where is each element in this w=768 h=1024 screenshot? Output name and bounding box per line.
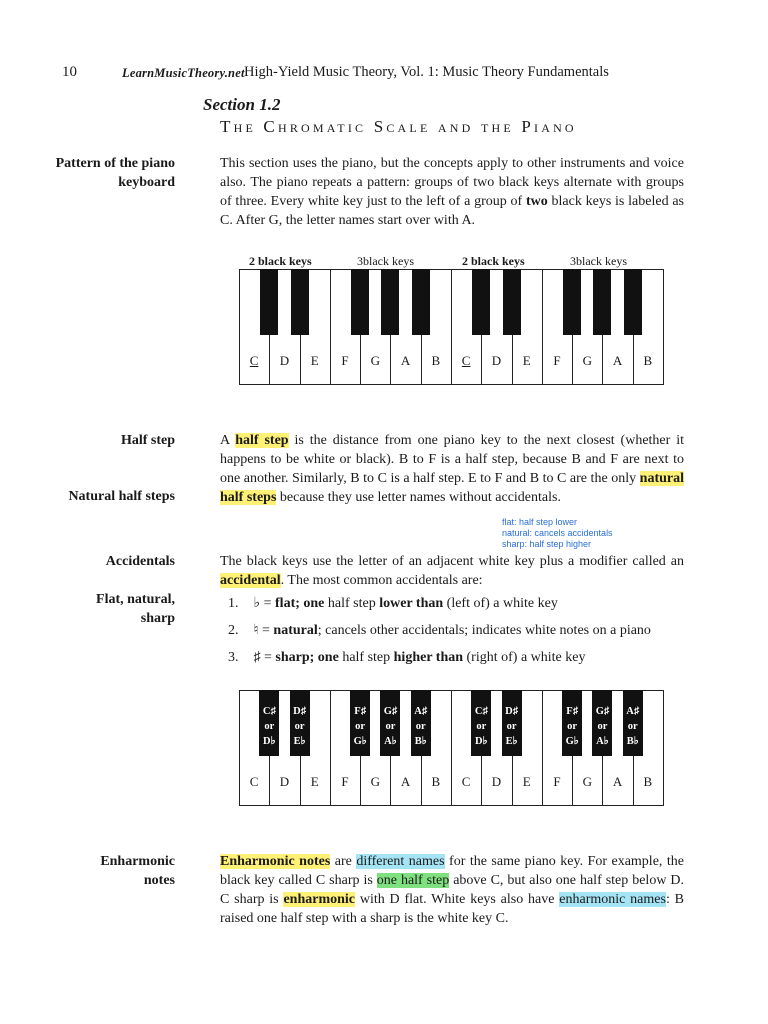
black-key-text: B♭ — [414, 736, 427, 747]
white-key-label: C — [461, 353, 471, 368]
natural-half-steps-term: natural half steps — [220, 471, 684, 505]
list-term: sharp; one — [275, 650, 339, 665]
white-key-label: E — [522, 353, 531, 368]
black-key — [260, 269, 278, 335]
equals-sign: = — [260, 596, 276, 611]
enharmonic-text-b: for the same piano key. For example, the black key called C sharp is — [220, 854, 684, 888]
intro-paragraph — [220, 154, 684, 230]
section-title: The Chromatic Scale and the Piano — [220, 117, 577, 136]
black-key — [412, 269, 430, 335]
black-key-label — [502, 704, 522, 749]
white-key-label: A — [612, 353, 623, 368]
equals-sign: = — [260, 650, 276, 665]
enharmonic-paragraph — [220, 852, 684, 928]
list-text: ; cancels other accidentals; indicates white notes on a piano — [317, 623, 651, 638]
half-step-text-a: A — [220, 433, 236, 448]
white-key-label: F — [341, 774, 349, 789]
white-key-label: F — [553, 353, 561, 368]
white-key-label: F — [553, 774, 561, 789]
book-title: High-Yield Music Theory, Vol. 1: Music Theory Fundamentals — [244, 64, 609, 80]
white-key-label: G — [370, 774, 380, 789]
list-text-rest: (right of) a white key — [463, 650, 586, 665]
one-half-step-term: one half step — [376, 873, 450, 888]
black-key-text: or — [294, 721, 305, 732]
black-key-text: or — [627, 721, 638, 732]
section-number: Section 1.2 — [203, 95, 281, 114]
white-key-label: A — [612, 774, 623, 789]
black-key-label — [471, 704, 491, 749]
black-key-text: B♭ — [626, 736, 639, 747]
black-key-text: G♯ — [595, 706, 610, 717]
black-key-text: F♯ — [354, 706, 366, 717]
different-names-term: different names — [356, 854, 445, 869]
sidebar-label-natural-half-steps: Natural half steps — [68, 489, 175, 504]
black-key — [472, 269, 490, 335]
note-line-flat: flat: half step lower — [502, 517, 578, 527]
group-label-4: 3black keys — [570, 254, 627, 268]
list-term: flat; one — [275, 596, 325, 611]
white-key-label: G — [582, 353, 592, 368]
black-key-text: A♯ — [626, 706, 640, 717]
white-key-label: C — [249, 353, 259, 368]
black-key-label — [350, 704, 370, 749]
list-item-natural — [228, 622, 651, 639]
black-key — [563, 269, 581, 335]
enharmonic-text-a: are — [330, 854, 357, 869]
black-key-label — [623, 704, 643, 749]
black-key-text: G♯ — [383, 706, 398, 717]
black-key-label — [259, 704, 279, 749]
list-text: half step — [338, 650, 394, 665]
list-text: half step — [324, 596, 380, 611]
list-term-2: higher than — [393, 650, 464, 665]
black-key-text: D♯ — [293, 706, 306, 717]
white-key-label: C — [461, 774, 471, 789]
black-key-text: G♭ — [565, 736, 579, 747]
sidebar-label-flat-natural-sharp: Flat, natural, sharp — [96, 592, 175, 626]
white-key-label: C — [249, 774, 259, 789]
sidebar-label-pattern: Pattern of the piano keyboard — [55, 156, 175, 190]
black-key — [381, 269, 399, 335]
black-key-text: or — [476, 721, 487, 732]
list-term-2: lower than — [379, 596, 444, 611]
list-number: 2. — [228, 623, 239, 638]
white-key-label: D — [491, 353, 502, 368]
black-key — [593, 269, 611, 335]
black-key-text: or — [567, 721, 578, 732]
black-key-text: D♭ — [263, 736, 276, 747]
black-key-text: E♭ — [505, 736, 518, 747]
black-key — [291, 269, 309, 335]
white-key-label: G — [582, 774, 592, 789]
white-key-label: A — [400, 774, 411, 789]
black-key-text: or — [264, 721, 275, 732]
piano-keyboard-accidentals — [239, 690, 663, 806]
list-text-rest: (left of) a white key — [443, 596, 558, 611]
equals-sign: = — [258, 623, 274, 638]
list-item-sharp — [228, 650, 585, 666]
sidebar-label-enharmonic: Enharmonic notes — [100, 854, 175, 888]
black-key-text: A♭ — [384, 736, 397, 747]
note-line-sharp: sharp: half step higher — [502, 539, 592, 549]
white-key-label: E — [310, 353, 319, 368]
black-key-text: D♯ — [505, 706, 518, 717]
enharmonic-text-d: with D flat. White keys also have — [355, 892, 560, 907]
note-line-natural: natural: cancels accidentals — [502, 528, 613, 538]
natural-symbol: ♮ — [253, 623, 259, 638]
white-key-label: D — [279, 774, 290, 789]
accidentals-paragraph — [220, 552, 684, 590]
black-key-label — [290, 704, 310, 749]
black-key-label — [380, 704, 400, 749]
intro-bold-two: two — [525, 194, 548, 209]
flat-symbol: ♭ — [253, 596, 261, 611]
white-key-label: B — [643, 353, 653, 368]
intro-text-a: This section uses the piano, but the concepts apply to other instruments and voice also. The piano repeats a pattern: groups of two black keys alternate with groups of three. Every white key just to the left of a group of — [220, 156, 684, 209]
enharmonic-text-c: above C, but also one half step below D. C sharp is — [220, 873, 685, 907]
black-key-text: G♭ — [353, 736, 367, 747]
black-key-text: or — [506, 721, 517, 732]
black-key-text: or — [385, 721, 396, 732]
black-key-label — [592, 704, 612, 749]
black-key-text: C♯ — [262, 706, 276, 717]
half-step-text-b: is the distance from one piano key to the next closest (whether it happens to be white or black). B to F is a half step, because B and F are next to one another. Similarly, B to C is a half step. E to F and B to C are the only — [220, 433, 684, 486]
black-key-label — [562, 704, 582, 749]
accidentals-text-a: The black keys use the letter of an adjacent white key plus a modifier called an — [220, 554, 684, 569]
white-key-label: A — [400, 353, 411, 368]
black-key-text: A♯ — [414, 706, 428, 717]
group-label-2: 3black keys — [357, 254, 414, 268]
half-step-term: half step — [235, 433, 289, 448]
list-term: natural — [273, 623, 318, 638]
white-key-label: G — [370, 353, 380, 368]
enharmonic-notes-term: Enharmonic notes — [220, 854, 331, 869]
piano-keyboard-basic — [239, 269, 663, 385]
half-step-paragraph — [220, 431, 684, 507]
sharp-symbol: ♯ — [253, 650, 261, 665]
white-key-label: D — [491, 774, 502, 789]
black-key-text: A♭ — [596, 736, 609, 747]
black-key-text: or — [597, 721, 608, 732]
group-label-1: 2 black keys — [249, 254, 312, 268]
sidebar-label-accidentals: Accidentals — [105, 554, 175, 569]
accidentals-note — [502, 517, 613, 550]
accidental-term: accidental — [220, 573, 281, 588]
black-key — [503, 269, 521, 335]
enharmonic-text-e: : B raised one half step with a sharp is the white key C. — [220, 892, 684, 926]
white-key-label: E — [310, 774, 319, 789]
black-key-text: or — [355, 721, 366, 732]
list-number: 3. — [228, 650, 239, 665]
white-key-label: B — [643, 774, 653, 789]
list-number: 1. — [228, 596, 239, 611]
site-logo: LearnMusicTheory.net — [122, 66, 245, 80]
black-key-text: C♯ — [474, 706, 488, 717]
white-key-label: D — [279, 353, 290, 368]
enharmonic-term: enharmonic — [283, 892, 356, 907]
black-key-text: F♯ — [566, 706, 578, 717]
sidebar-label-half-step: Half step — [120, 433, 175, 448]
black-key-label — [411, 704, 431, 749]
black-key — [351, 269, 369, 335]
white-key-label: F — [341, 353, 349, 368]
white-key-label: E — [522, 774, 531, 789]
page-number: 10 — [62, 64, 77, 80]
black-key-text: E♭ — [293, 736, 306, 747]
half-step-text-c: because they use letter names without accidentals. — [276, 490, 561, 505]
group-label-3: 2 black keys — [462, 254, 525, 268]
list-item-flat — [228, 595, 558, 612]
black-key — [624, 269, 642, 335]
black-key-text: D♭ — [475, 736, 488, 747]
black-key-text: or — [415, 721, 426, 732]
enharmonic-names-term: enharmonic names — [559, 892, 666, 907]
white-key-label: B — [431, 774, 441, 789]
white-key-label: B — [431, 353, 441, 368]
intro-text-b: black keys is labeled as C. After G, the letter names start over with A. — [220, 194, 684, 228]
accidentals-text-b: . The most common accidentals are: — [280, 573, 483, 588]
